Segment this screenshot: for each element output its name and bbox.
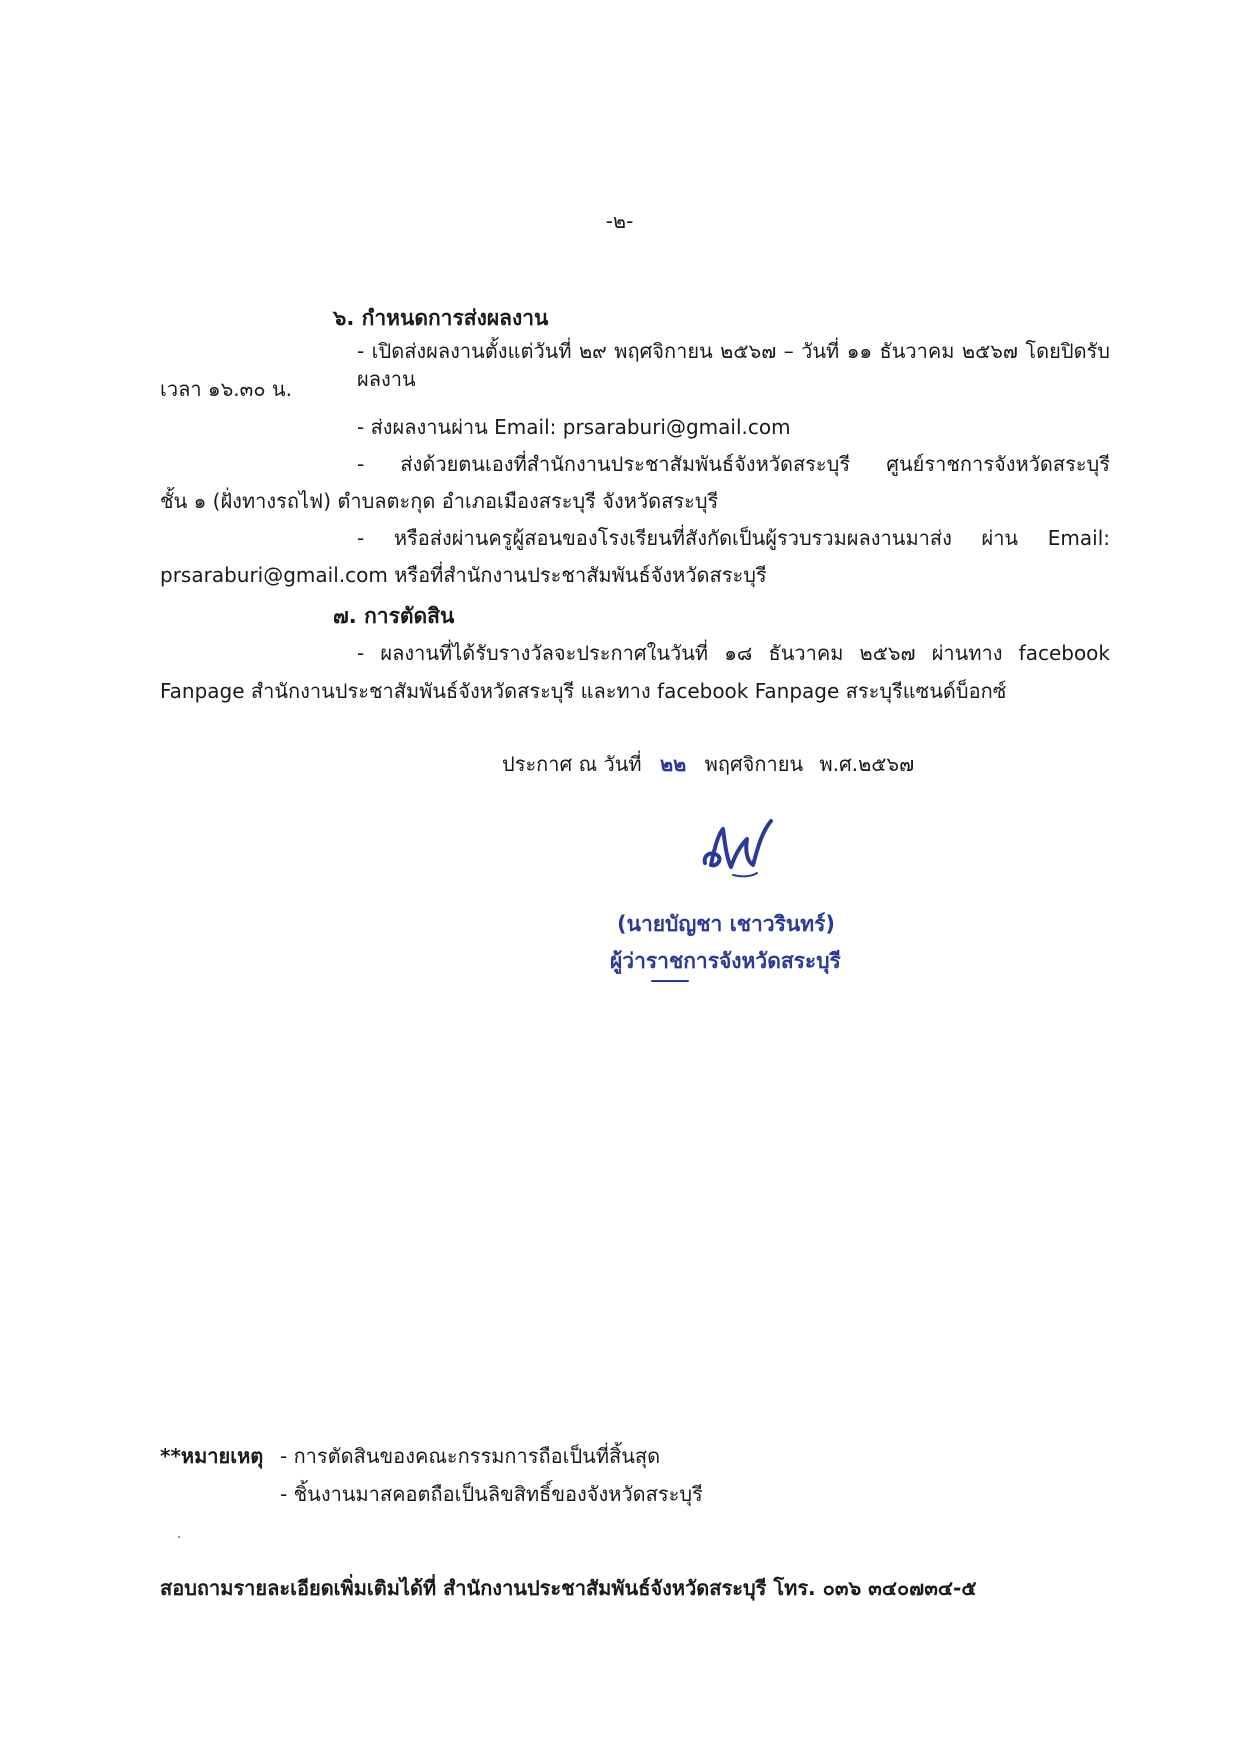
section-7-heading: ๗. การตัดสิน: [333, 604, 455, 628]
announcement-month: พฤศจิกายน: [704, 752, 804, 776]
signatory-name: (นายบัญชา เชาวรินทร์): [617, 912, 835, 936]
announcement-prefix: ประกาศ ณ วันที่: [502, 752, 642, 776]
stray-dot: [178, 1536, 180, 1538]
section-6-line-6: - หรือส่งผ่านครูผู้สอนของโรงเรียนที่สังกัดเป็นผู้รวบรวมผลงานมาส่ง ผ่าน Email:: [357, 526, 1110, 550]
signatory-title: ผู้ว่าราชการจังหวัดสระบุรี: [610, 949, 841, 973]
announcement-year: พ.ศ.๒๕๖๗: [819, 752, 915, 776]
section-7-line-1: - ผลงานที่ได้รับรางวัลจะประกาศในวันที่ ๑๘ ธันวาคม ๒๕๖๗ ผ่านทาง facebook: [357, 641, 1110, 665]
page-number: -๒-: [605, 209, 634, 233]
remarks-item-2: - ชิ้นงานมาสคอตถือเป็นลิขสิทธิ์ของจังหวัดสระบุรี: [280, 1482, 703, 1506]
contact-line: สอบถามรายละเอียดเพิ่มเติมได้ที่ สำนักงานประชาสัมพันธ์จังหวัดสระบุรี โทร. ๐๓๖ ๓๔๐๗๓๔-๕: [160, 1576, 977, 1600]
section-6-line-4: - ส่งด้วยตนเองที่สำนักงานประชาสัมพันธ์จังหวัดสระบุรี ศูนย์ราชการจังหวัดสระบุรี: [357, 452, 1110, 476]
section-7-line-2: Fanpage สำนักงานประชาสัมพันธ์จังหวัดสระบุรี และทาง facebook Fanpage สระบุรีแซนด์บ็อกซ์: [160, 679, 1007, 703]
announcement-date: [502, 750, 914, 778]
signature-mark: [697, 815, 777, 885]
remarks-item-1: - การตัดสินของคณะกรรมการถือเป็นที่สิ้นสุด: [280, 1444, 661, 1468]
signature-underline: [650, 978, 690, 984]
section-6-line-3: - ส่งผลงานผ่าน Email: prsaraburi@gmail.com: [357, 415, 791, 439]
section-6-heading: ๖. กำหนดการส่งผลงาน: [333, 306, 549, 330]
section-6-line-1: - เปิดส่งผลงานตั้งแต่วันที่ ๒๙ พฤศจิกายน ๒๕๖๗ – วันที่ ๑๑ ธันวาคม ๒๕๖๗ โดยปิดรับผลงาน: [357, 339, 1110, 391]
section-6-line-2: เวลา ๑๖.๓๐ น.: [160, 377, 292, 401]
remarks-label: **หมายเหตุ: [160, 1444, 264, 1468]
section-6-line-7: prsaraburi@gmail.com หรือที่สำนักงานประชาสัมพันธ์จังหวัดสระบุรี: [160, 563, 767, 587]
announcement-day: ๒๒: [659, 752, 687, 776]
section-6-line-5: ชั้น ๑ (ฝั่งทางรถไฟ) ตำบลตะกุด อำเภอเมืองสระบุรี จังหวัดสระบุรี: [160, 489, 719, 513]
